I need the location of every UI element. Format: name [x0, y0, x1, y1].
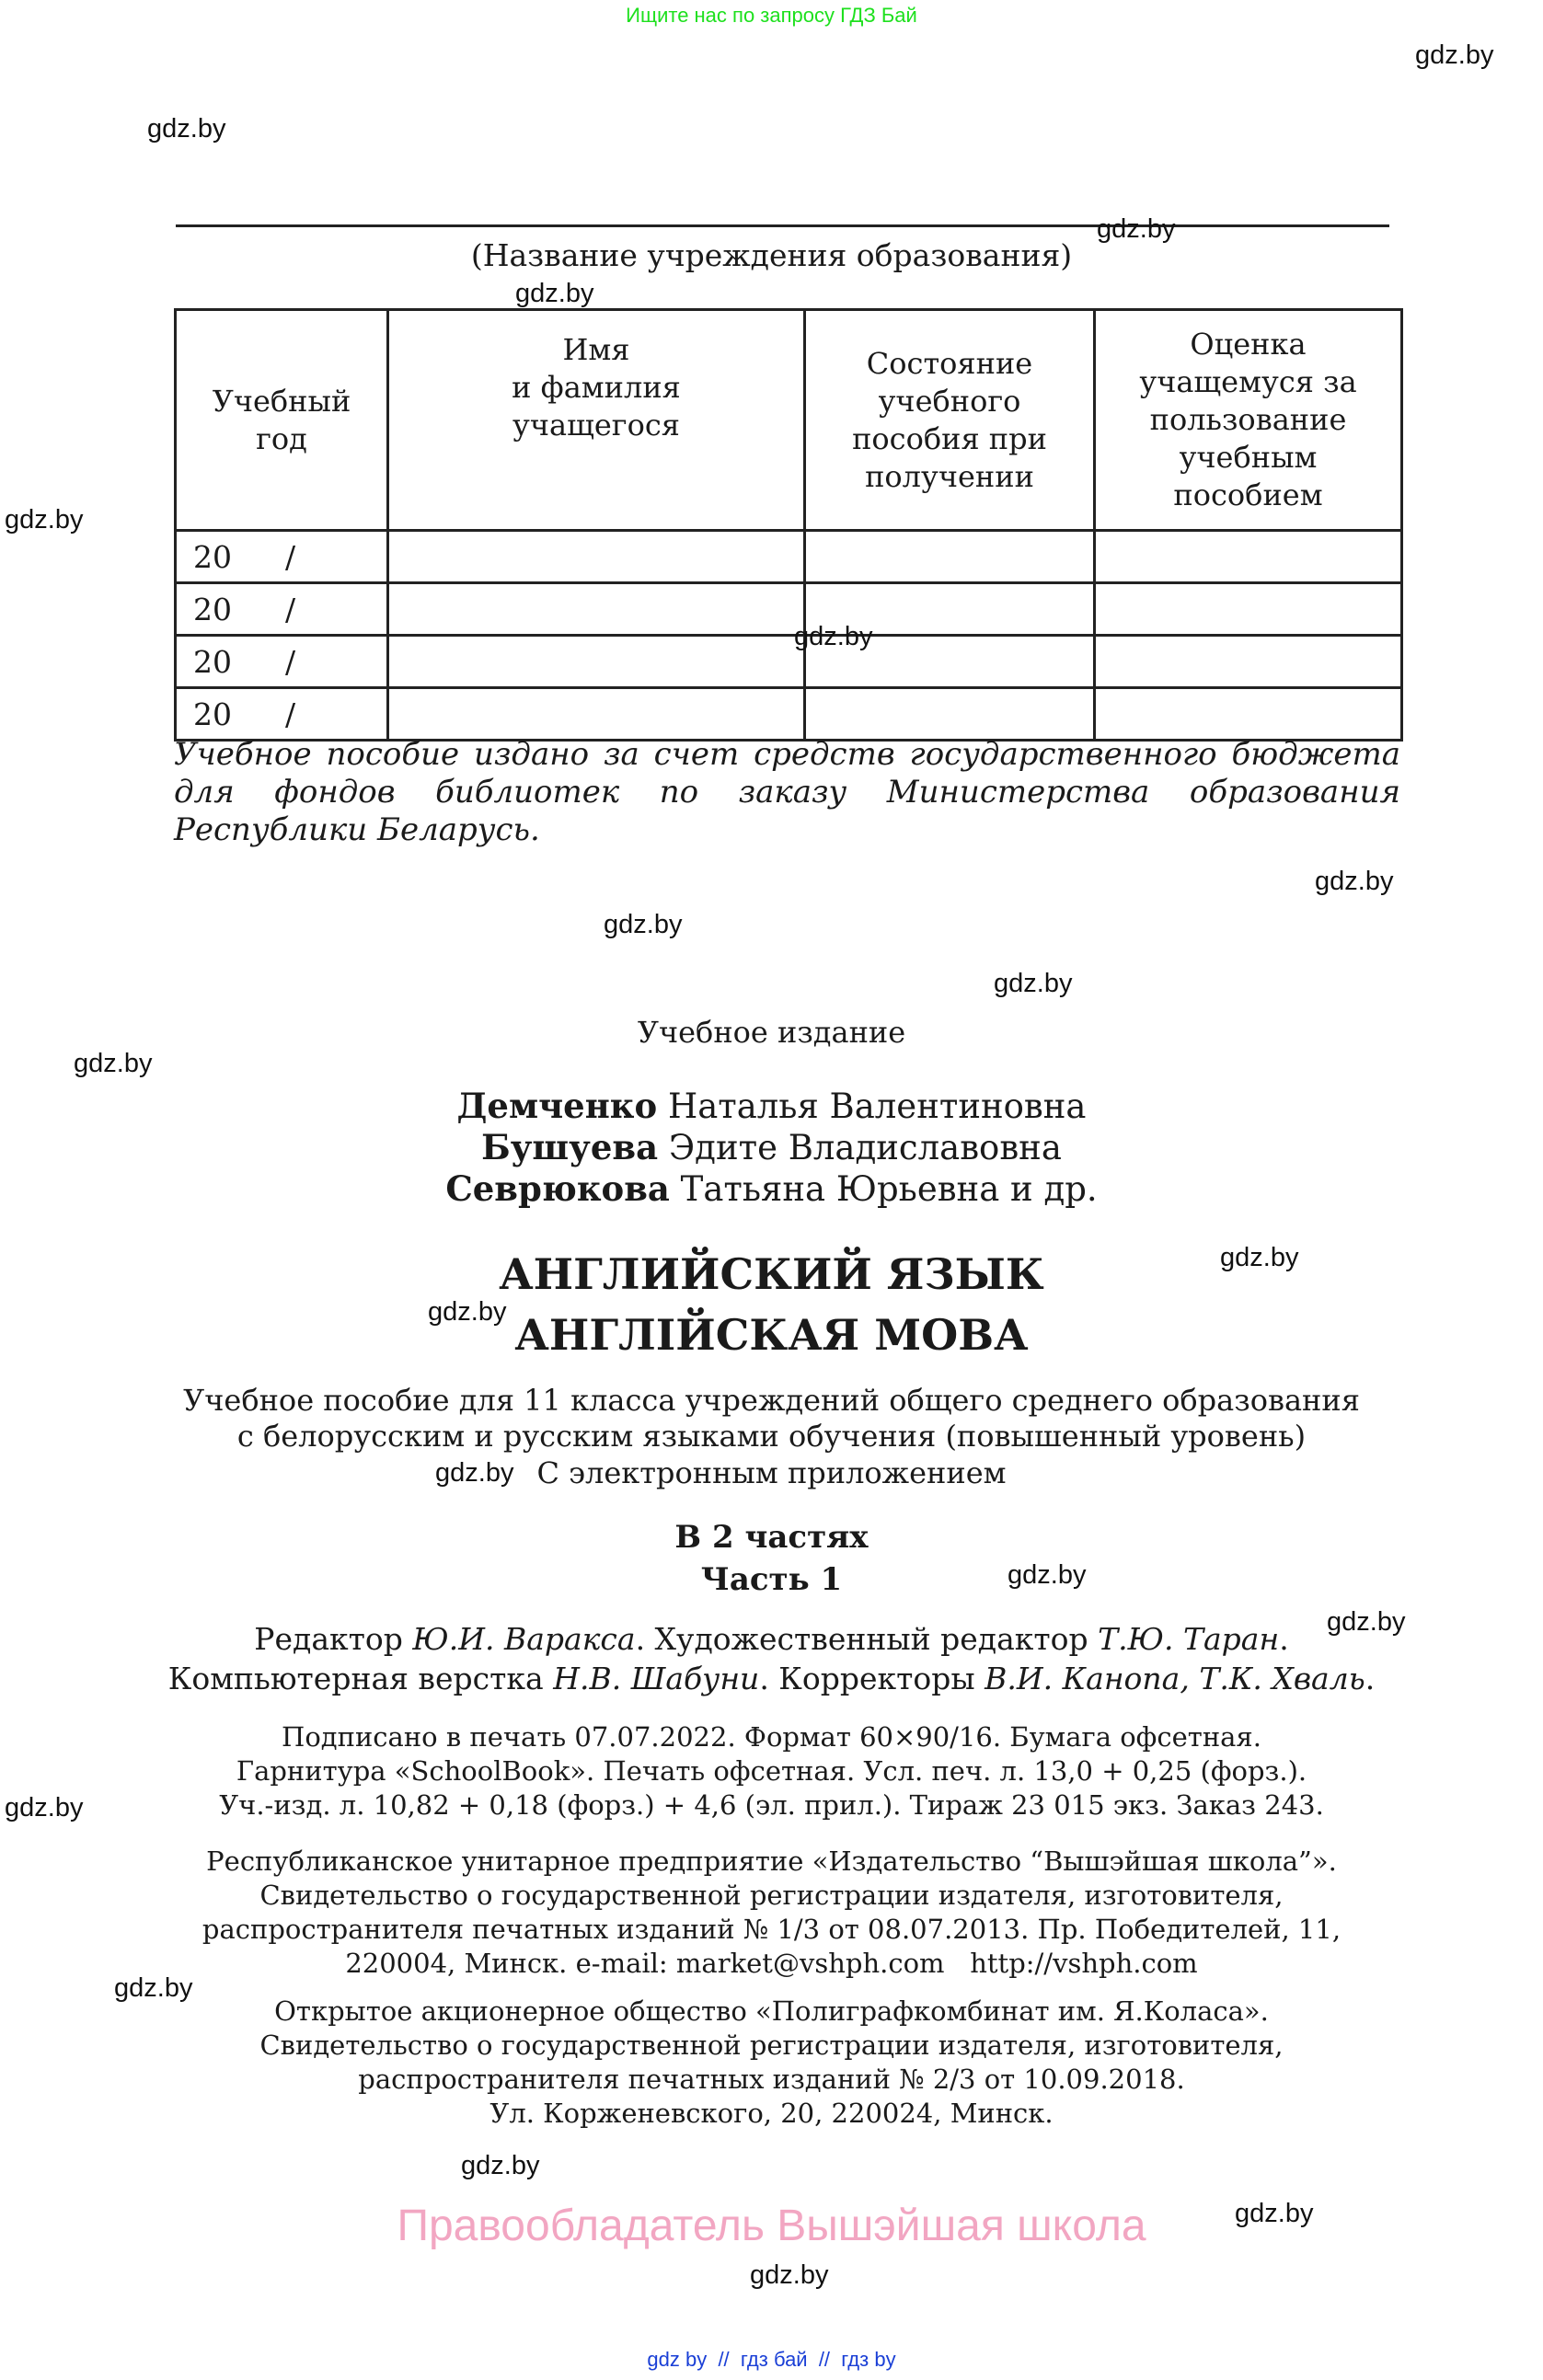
- table-header-row: [176, 310, 1402, 531]
- textbook-usage-table: [174, 308, 1403, 742]
- watermark: gdz.by: [1220, 1243, 1299, 1272]
- watermark: gdz.by: [604, 910, 683, 939]
- site-links[interactable]: gdz by // гдз бай // гдз by: [647, 2348, 896, 2371]
- part-number: Часть 1: [700, 1561, 843, 1598]
- watermark: gdz.by: [5, 1793, 84, 1822]
- grade-cell: [1095, 636, 1402, 688]
- year-cell: 20 /: [176, 636, 388, 688]
- description-line: Учебное пособие для 11 класса учреждений общего среднего образования: [183, 1383, 1360, 1418]
- watermark: gdz.by: [1235, 2199, 1314, 2228]
- book-title-belarusian: АНГЛІЙСКАЯ МОВА: [514, 1310, 1029, 1360]
- year-cell: 20 /: [176, 583, 388, 636]
- publisher-line: Свидетельство о государственной регистрации издателя, изготовителя,: [259, 1880, 1284, 1911]
- printer-line: распространителя печатных изданий № 2/3 от 10.09.2018.: [358, 2064, 1185, 2095]
- author-line: Севрюкова Татьяна Юрьевна и др.: [445, 1168, 1098, 1209]
- author-line: Демченко Наталья Валентиновна: [456, 1086, 1087, 1126]
- watermark: gdz.by: [74, 1049, 153, 1078]
- grade-cell: [1095, 531, 1402, 583]
- student-name-cell: [388, 688, 805, 741]
- condition-cell: [805, 688, 1095, 741]
- watermark: gdz.by: [1315, 867, 1394, 896]
- year-cell: 20 /: [176, 531, 388, 583]
- table-row: [176, 583, 1402, 636]
- author-line: Бушуева Эдите Владиславовна: [481, 1127, 1062, 1167]
- header-school-year: Учебный год: [176, 310, 388, 531]
- description-line: с белорусским и русским языками обучения (повышенный уровень): [236, 1419, 1307, 1454]
- description-line: С электронным приложением: [536, 1455, 1007, 1490]
- header-book-condition: Состояние учебного пособия при получении: [805, 310, 1095, 531]
- watermark: gdz.by: [435, 1458, 514, 1488]
- watermark: gdz.by: [994, 969, 1073, 998]
- parts-count: В 2 частях: [674, 1519, 869, 1556]
- table-row: [176, 636, 1402, 688]
- printer-line: Открытое акционерное общество «Полиграфкомбинат им. Я.Коласа».: [274, 1995, 1269, 2027]
- watermark: gdz.by: [1415, 40, 1494, 70]
- imprint-line: Гарнитура «SchoolBook». Печать офсетная. Усл. печ. л. 13,0 + 0,25 (форз.).: [236, 1755, 1307, 1787]
- rights-holder-watermark: Правообладатель Вышэйшая школа: [397, 2202, 1146, 2250]
- watermark: gdz.by: [1327, 1607, 1406, 1637]
- table-row: [176, 688, 1402, 741]
- student-name-cell: [388, 531, 805, 583]
- institution-caption: (Название учреждения образования): [470, 237, 1073, 273]
- watermark: gdz.by: [1097, 214, 1176, 244]
- printer-line: Свидетельство о государственной регистрации издателя, изготовителя,: [259, 2029, 1284, 2061]
- watermark: gdz.by: [5, 505, 84, 535]
- book-title-russian: АНГЛИЙСКИЙ ЯЗЫК: [499, 1249, 1044, 1299]
- publisher-line: Республиканское унитарное предприятие «Издательство “Вышэйшая школа”».: [206, 1845, 1337, 1877]
- year-cell: 20 /: [176, 688, 388, 741]
- header-usage-grade: Оценка учащемуся за пользование учебным пособием: [1095, 310, 1402, 531]
- layout-proofreader-credits: Компьютерная верстка Н.В. Шабуни. Корректоры В.И. Канопа, Т.К. Хваль.: [167, 1661, 1376, 1696]
- printer-address-line: Ул. Корженевского, 20, 220024, Минск.: [489, 2098, 1054, 2129]
- imprint-line: Подписано в печать 07.07.2022. Формат 60×90/16. Бумага офсетная.: [282, 1721, 1261, 1753]
- watermark: gdz.by: [114, 1973, 193, 2003]
- watermark: gdz.by: [1008, 1560, 1087, 1590]
- grade-cell: [1095, 688, 1402, 741]
- funding-note: Учебное пособие издано за счет средств государственного бюджета для фондов библиотек по заказу Министерства образования Республики Беларусь.: [174, 736, 1400, 848]
- header-student-name: Имя и фамилия учащегося: [388, 310, 805, 531]
- search-hint-banner: Ищите нас по запросу ГДЗ Бай: [626, 4, 917, 27]
- edition-type: Учебное издание: [637, 1015, 906, 1050]
- student-name-cell: [388, 583, 805, 636]
- table-row: [176, 531, 1402, 583]
- watermark: gdz.by: [515, 279, 594, 308]
- watermark: gdz.by: [750, 2260, 829, 2290]
- grade-cell: [1095, 583, 1402, 636]
- imprint-line: Уч.-изд. л. 10,82 + 0,18 (форз.) + 4,6 (эл. прил.). Тираж 23 015 экз. Заказ 243.: [219, 1789, 1324, 1821]
- student-name-cell: [388, 636, 805, 688]
- publisher-line: распространителя печатных изданий № 1/3 от 08.07.2013. Пр. Победителей, 11,: [202, 1914, 1341, 1945]
- publisher-contact-line: 220004, Минск. e-mail: market@vshph.com http://vshph.com: [345, 1948, 1198, 1979]
- watermark: gdz.by: [794, 622, 873, 651]
- watermark: gdz.by: [428, 1297, 507, 1327]
- editor-credits: Редактор Ю.И. Варакса. Художественный редактор Т.Ю. Таран.: [254, 1621, 1289, 1657]
- condition-cell: [805, 531, 1095, 583]
- watermark: gdz.by: [147, 114, 226, 144]
- institution-name-line: [176, 224, 1389, 227]
- watermark: gdz.by: [461, 2151, 540, 2180]
